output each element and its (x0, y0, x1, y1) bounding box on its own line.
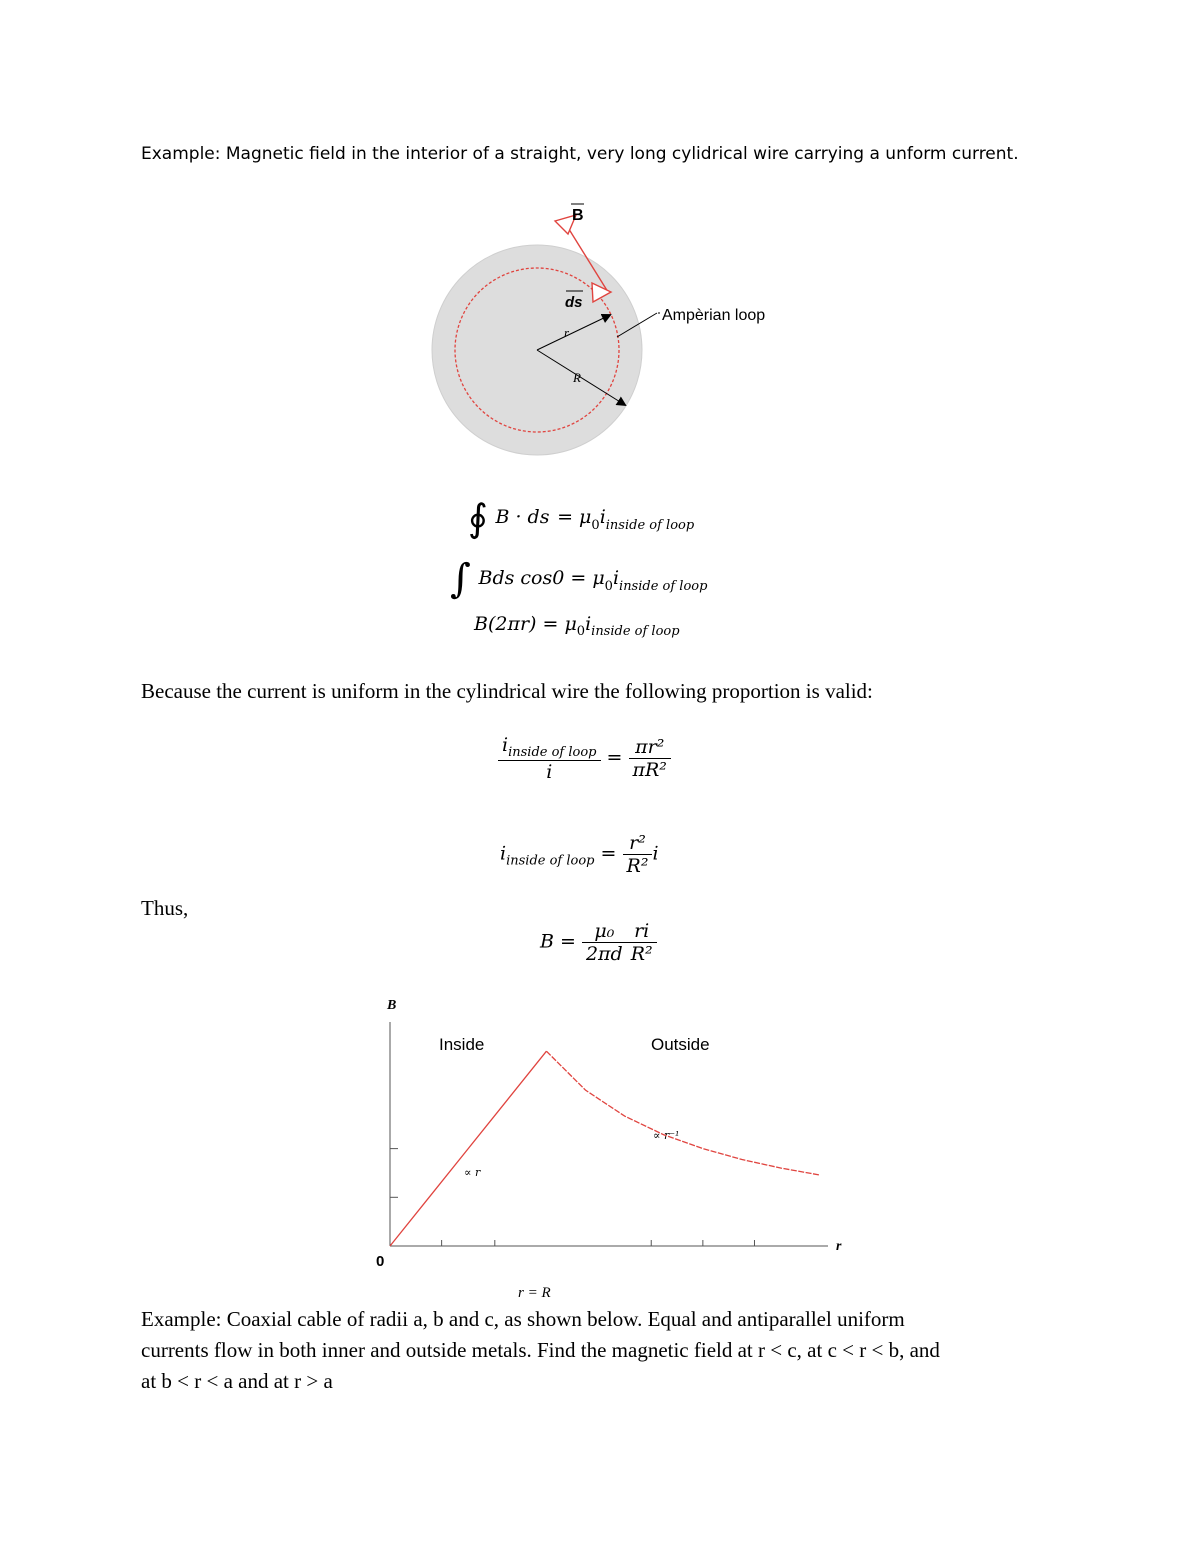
equation-3 (474, 613, 680, 639)
intro-text: Example: Magnetic field in the interior of a straight, very long cylidrical wire carrying a unform current. (141, 144, 1019, 164)
chart-xlabel: r (836, 1239, 842, 1254)
equation-2 (450, 556, 707, 602)
chart-peak-label: r = R (518, 1285, 551, 1301)
label-ds: ds (565, 294, 583, 311)
eq2-mu-sub: 0 (604, 578, 613, 594)
eq2-i: i (612, 567, 620, 589)
prop1-rnum: πr² (635, 735, 665, 758)
label-B: B (572, 207, 584, 224)
prop1-equals: = (606, 746, 623, 769)
eq3-i: i (585, 613, 592, 635)
eq3-i-sub: inside of loop (591, 623, 680, 639)
label-R: R (573, 370, 581, 385)
coax-text-line-2: currents flow in both inner and outside metals. Find the magnetic field at r < c, at c < r < b, and (141, 1338, 940, 1362)
eq1-lhs: B · ds (495, 506, 550, 528)
eq1-rhs: = μ (557, 506, 592, 528)
eq1-mu-sub: 0 (591, 517, 600, 533)
chart-series-inside (390, 1051, 546, 1246)
label-amperian-loop: Ampèrian loop (662, 307, 766, 324)
result-f1den: 2πd (582, 942, 627, 965)
result-f2den: R² (627, 942, 657, 965)
prop2-rnum: r² (629, 832, 646, 854)
proportion-equation-2 (500, 832, 659, 877)
coax-text-line-1: Example: Coaxial cable of radii a, b and c, as shown below. Equal and antiparallel uniform (141, 1307, 905, 1331)
equation-1 (468, 496, 694, 540)
proportion-text: Because the current is uniform in the cylindrical wire the following proportion is valid: (141, 679, 873, 703)
chart-annotation-inverse: ∝ r⁻¹ (653, 1129, 680, 1142)
prop1-rden: πR² (629, 758, 671, 781)
chart-ylabel: B (387, 998, 397, 1013)
eq3-lhs: B(2πr) = μ (474, 613, 577, 635)
prop2-lhs-sub: inside of loop (506, 853, 595, 869)
chart-origin-label: 0 (376, 1253, 385, 1270)
field-vs-radius-chart (360, 990, 860, 1310)
prop2-equals: = (600, 842, 617, 865)
prop2-lhs-i: i (500, 842, 507, 865)
proportion-equation-1 (498, 734, 671, 783)
chart-series-outside (546, 1051, 820, 1175)
prop1-den: i (498, 760, 601, 783)
eq3-mu-sub: 0 (576, 623, 586, 639)
eq1-i: i (599, 506, 606, 528)
chart-region-inside: Inside (439, 1035, 485, 1054)
contour-integral-symbol: ∮ (468, 496, 488, 540)
chart-region-outside: Outside (651, 1035, 710, 1054)
integral-symbol: ∫ (450, 556, 471, 602)
prop1-num-i: i (502, 734, 509, 756)
result-lhs: B = (540, 930, 576, 953)
thus-text: Thus, (141, 896, 189, 920)
result-equation (540, 920, 657, 965)
eq1-i-sub: inside of loop (605, 517, 695, 533)
eq2-lhs: Bds cos0 = μ (478, 567, 605, 589)
prop2-rden: R² (623, 854, 653, 877)
chart-annotation-linear: ∝ r (464, 1166, 481, 1179)
label-r: r (564, 325, 570, 340)
result-f1num: μ₀ (594, 920, 615, 942)
eq2-i-sub: inside of loop (619, 578, 708, 594)
prop1-num-sub: inside of loop (508, 744, 597, 760)
wire-cross-section-figure (420, 195, 820, 470)
prop2-tail: i (652, 842, 659, 865)
coax-text-line-3: at b < r < a and at r > a (141, 1369, 333, 1393)
result-f2num: ri (634, 920, 650, 942)
